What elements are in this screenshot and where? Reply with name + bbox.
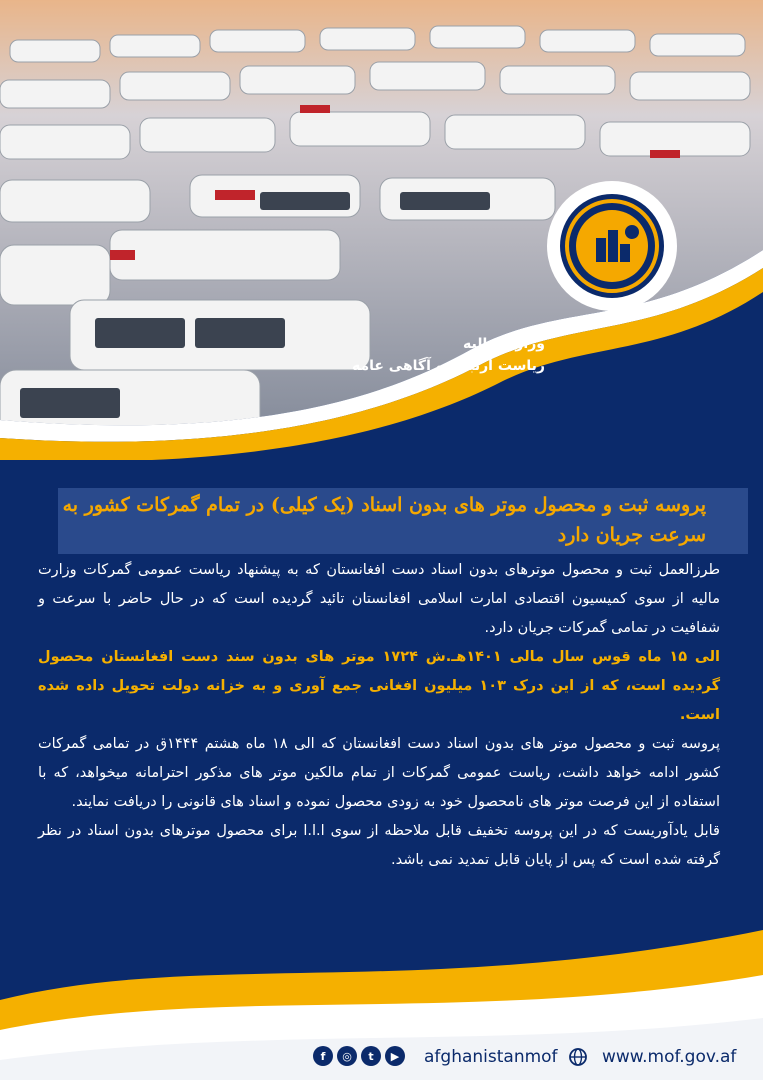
facebook-icon[interactable]: f: [313, 1046, 333, 1066]
social-icons: [313, 1046, 405, 1066]
department-name: ریاست ارتباط و آگاهی عامه: [351, 358, 545, 374]
social-handle[interactable]: afghanistanmof: [424, 1047, 558, 1067]
website-link[interactable]: www.mof.gov.af: [602, 1047, 737, 1067]
body-text: [38, 556, 720, 875]
paragraph-highlight: الی ۱۵ ماه قوس سال مالی ۱۴۰۱هـ.ش ۱۷۲۴ موتر های بدون سند دست افغانستان محصول گردیده است، که از این درک ۱۰۳ میلیون افغانی جمع آوری و به خزانه دولت تحویل داده شده است.: [38, 649, 721, 723]
organization-name: [352, 333, 545, 377]
paragraph-4: قابل یادآوریست که در این پروسه تخفیف قابل ملاحظه از سوی ا.ا.ا برای محصول موترهای بدون اسناد در نظر گرفته شده است که پس از پایان قابل تمدید نمی باشد.: [38, 823, 720, 868]
ministry-name: وزارت مالیه: [463, 336, 545, 352]
instagram-icon[interactable]: ◎: [337, 1046, 357, 1066]
paragraph-3: پروسه ثبت و محصول موتر های بدون اسناد دست افغانستان که الی ۱۸ ماه هشتم ۱۴۴۴ق در تمامی گمرکات کشور ادامه خواهد داشت، ریاست عمومی گمرکات از تمام مالکین موتر های مذکور احترامانه میخواهد، که با استفاده از این فرصت موتر های نامحصول خود به زودی محصول نموده و اسناد های قانونی را دریافت نمایند.: [38, 736, 720, 810]
paragraph-1: طرزالعمل ثبت و محصول موترهای بدون اسناد دست افغانستان که به پیشنهاد ریاست عمومی گمرکات وزارت مالیه از سوی کمیسیون اقتصادی امارت اسلامی افغانستان تائید گردیده است که در حال حاضر با سرعت و شفافیت در تمامی گمرکات جریان دارد.: [38, 562, 720, 636]
headline: پروسه ثبت و محصول موتر های بدون اسناد (یک کیلی) در تمام گمرکات کشور به سرعت جریان دارد: [62, 494, 706, 546]
twitter-icon[interactable]: t: [361, 1046, 381, 1066]
youtube-icon[interactable]: ▶: [385, 1046, 405, 1066]
globe-icon: [569, 1048, 587, 1066]
ministry-of-finance-logo: [546, 180, 678, 312]
